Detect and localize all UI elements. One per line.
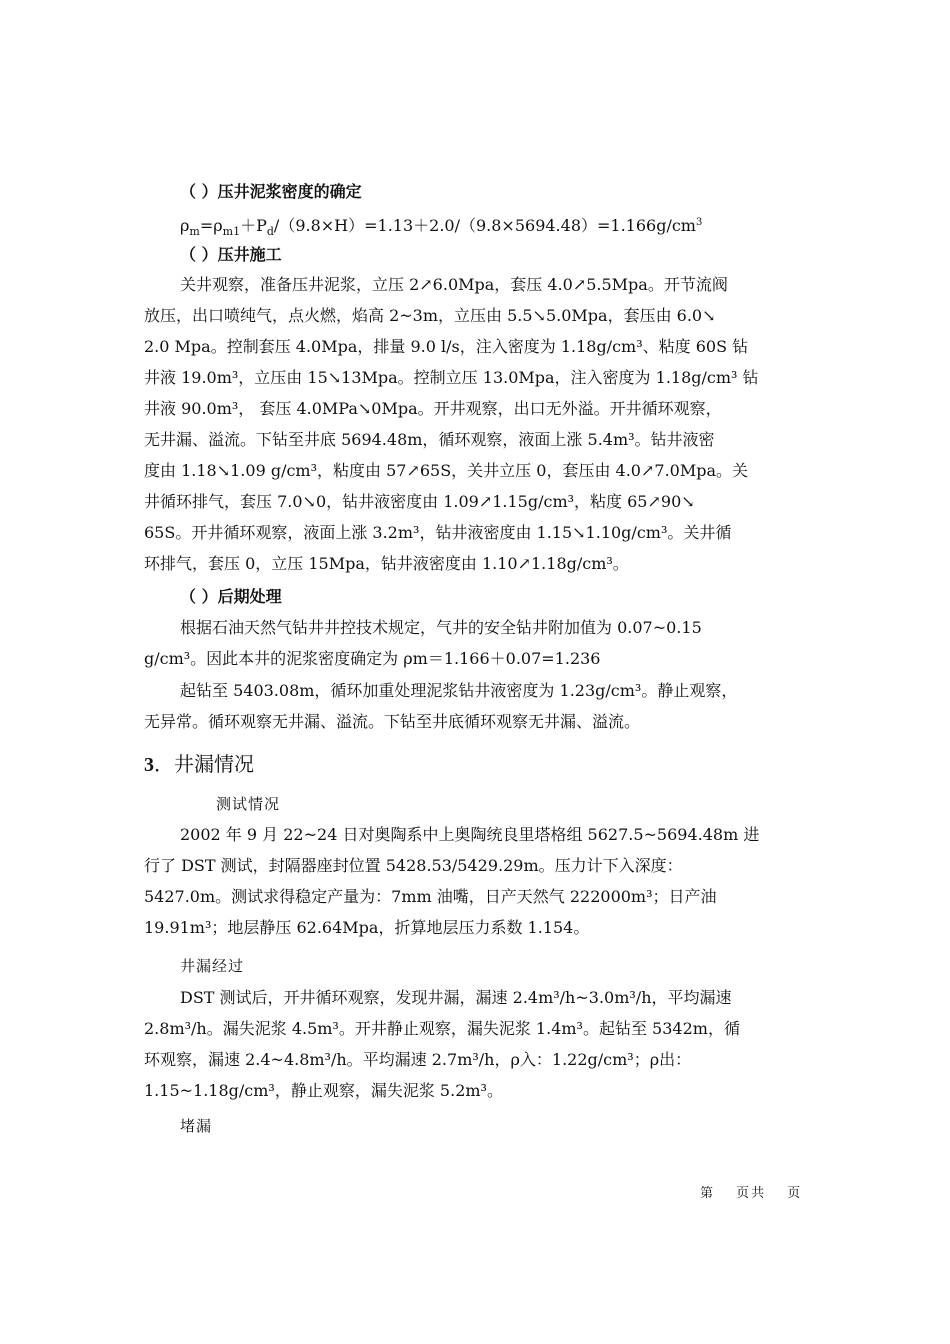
text-line: 5427.0m。测试求得稳定产量为：7mm 油嘴，日产天然气 222000m³；日产油 <box>144 887 717 906</box>
heading-construction: （ ）压井施工 <box>180 245 282 264</box>
text-line: 关井观察，准备压井泥浆，立压 2↗6.0Mpa，套压 4.0↗5.5Mpa。开节流阀 <box>180 275 728 294</box>
formula-rho: ρ <box>180 216 190 235</box>
subheading-loss: 井漏经过 <box>180 957 245 975</box>
page-footer: 第 页共 页 <box>700 1186 803 1201</box>
text-line: 井循环排气，套压 7.0↘0，钻井液密度由 1.09↗1.15g/cm³，粘度 65↗90↘ <box>144 492 695 511</box>
formula-plus-p: ＋P <box>240 216 267 235</box>
text-line: 行了 DST 测试，封隔器座封位置 5428.53/5429.29m。压力计下入深度： <box>144 856 683 875</box>
section-3-heading: 3．井漏情况 <box>144 752 254 776</box>
text-line: 19.91m³；地层静压 62.64Mpa，折算地层压力系数 1.154。 <box>144 918 590 937</box>
trip-paragraph <box>144 675 808 737</box>
text-line: 65S。开井循环观察，液面上涨 3.2m³，钻井液密度由 1.15↘1.10g/cm³。关井循 <box>144 523 732 542</box>
subheading-test: 测试情况 <box>216 795 281 813</box>
heading-density: （ ）压井泥浆密度的确定 <box>180 182 362 201</box>
text-line: 度由 1.18↘1.09 g/cm³，粘度由 57↗65S，关井立压 0，套压由 4.0↗7.0Mpa。关 <box>144 461 748 480</box>
text-line: 放压，出口喷纯气，点火燃，焰高 2~3m，立压由 5.5↘5.0Mpa，套压由 6.0↘ <box>144 306 716 325</box>
formula-sup3: 3 <box>695 217 703 228</box>
loss-paragraph <box>144 982 808 1106</box>
text-line: 井液 90.0m³， 套压 4.0MPa↘0Mpa。开井观察，出口无外溢。开井循环观察， <box>144 399 722 418</box>
density-formula <box>180 210 702 245</box>
text-line: 环排气，套压 0，立压 15Mpa，钻井液密度由 1.10↗1.18g/cm³。 <box>144 554 629 573</box>
formula-sub-m: m <box>189 225 200 238</box>
formula-rest: /（9.8×H）=1.13＋2.0/（9.8×5694.48）=1.166g/cm <box>273 216 696 235</box>
text-line: 2.0 Mpa。控制套压 4.0Mpa，排量 9.0 l/s，注入密度为 1.18g/cm³、粘度 60S 钻 <box>144 337 749 356</box>
text-line: 井液 19.0m³，立压由 15↘13Mpa。控制立压 13.0Mpa，注入密度为 1.18g/cm³ 钻 <box>144 368 759 387</box>
post-treatment-paragraph <box>144 612 808 674</box>
text-line: 无异常。循环观察无井漏、溢流。下钻至井底循环观察无井漏、溢流。 <box>144 712 641 731</box>
construction-paragraph <box>144 269 808 579</box>
formula-eq: =ρ <box>199 216 223 235</box>
formula-sub-m1: m1 <box>222 225 241 238</box>
text-line: 2.8m³/h。漏失泥浆 4.5m³。开井静止观察，漏失泥浆 1.4m³。起钻至 5342m，循 <box>144 1019 740 1038</box>
text-line: 环观察，漏速 2.4~4.8m³/h。平均漏速 2.7m³/h，ρ入：1.22g/cm³；ρ出： <box>144 1050 692 1069</box>
section-number: 3 <box>144 754 154 776</box>
heading-post-treatment: （ ）后期处理 <box>180 587 282 606</box>
text-line: DST 测试后，开井循环观察，发现井漏，漏速 2.4m³/h~3.0m³/h，平均漏速 <box>180 988 732 1007</box>
text-line: 1.15~1.18g/cm³，静止观察，漏失泥浆 5.2m³。 <box>144 1081 503 1100</box>
text-line: 无井漏、溢流。下钻至井底 5694.48m，循环观察，液面上涨 5.4m³。钻井液密 <box>144 430 715 449</box>
test-paragraph <box>144 819 808 943</box>
text-line: 起钻至 5403.08m，循环加重处理泥浆钻井液密度为 1.23g/cm³。静止观察， <box>180 681 738 700</box>
text-line: g/cm³。因此本井的泥浆密度确定为 ρm＝1.166＋0.07=1.236 <box>144 649 601 668</box>
section-title: 井漏情况 <box>174 752 254 776</box>
text-line: 2002 年 9 月 22~24 日对奥陶系中上奥陶统良里塔格组 5627.5~5694.48m 进 <box>180 825 760 844</box>
text-line: 根据石油天然气钻井井控技术规定，气井的安全钻井附加值为 0.07~0.15 <box>180 618 702 637</box>
subheading-plugging: 堵漏 <box>180 1117 213 1135</box>
formula-sub-d: d <box>266 225 274 238</box>
